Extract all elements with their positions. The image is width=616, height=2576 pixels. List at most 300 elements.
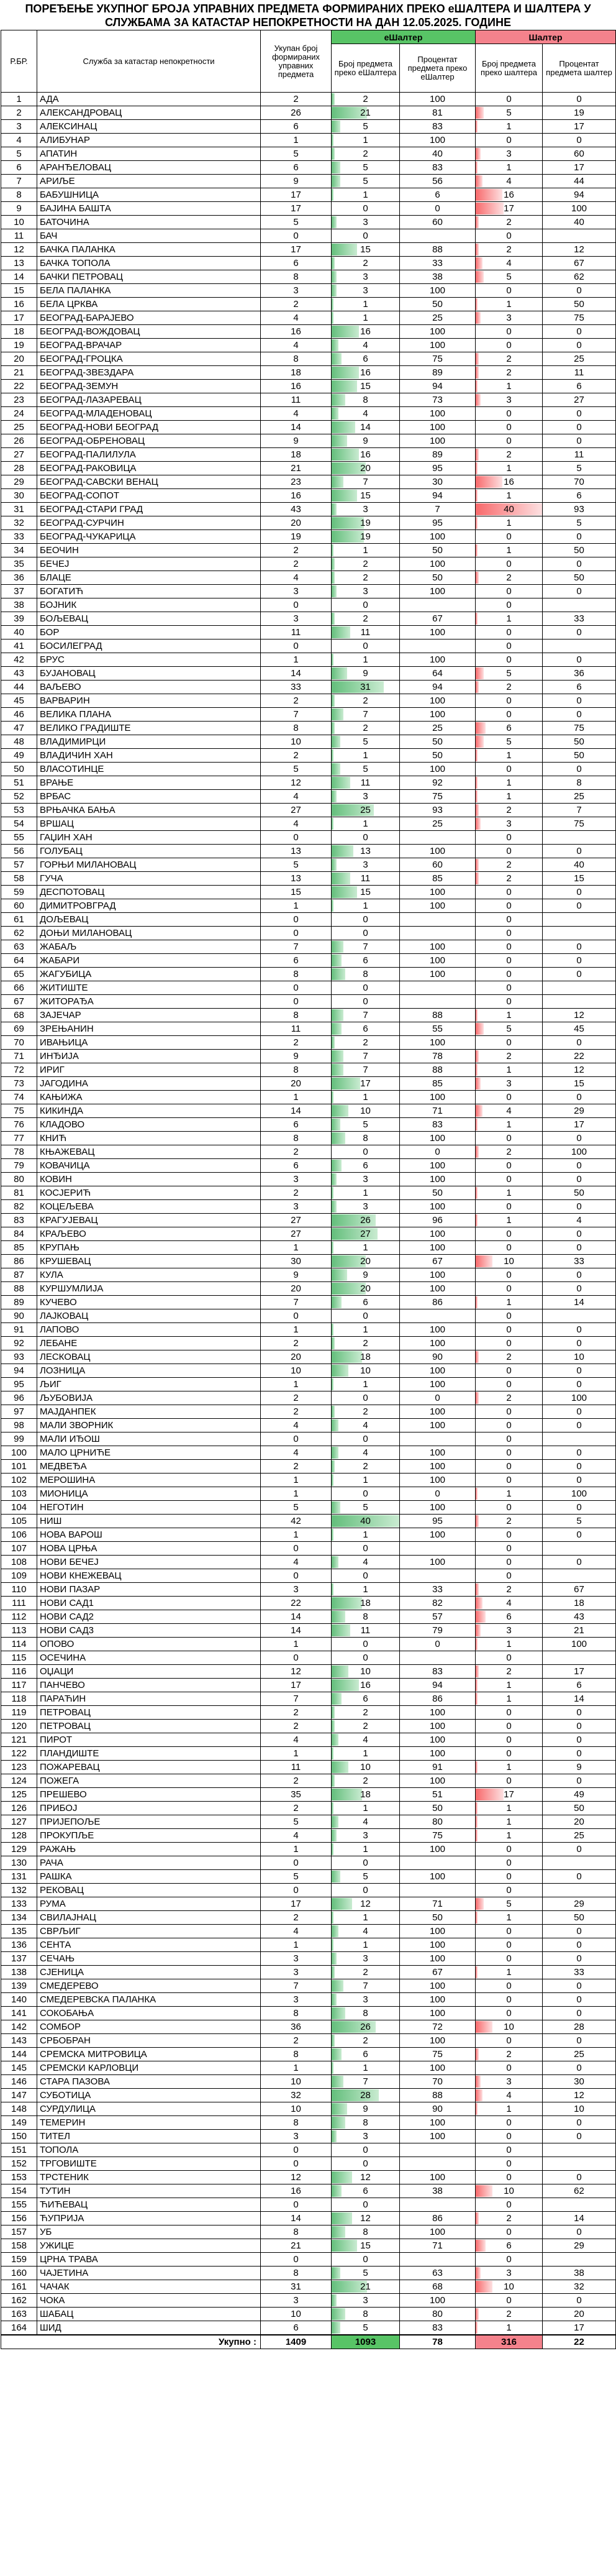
e-count-bar (332, 722, 335, 734)
e-count (332, 120, 400, 134)
e-count (332, 298, 400, 311)
e-count (332, 1022, 400, 1036)
s-count-value: 2 (506, 354, 512, 364)
s-count (476, 1925, 543, 1938)
row-number: 61 (1, 913, 37, 927)
s-count-value: 0 (506, 955, 512, 966)
e-pct: 100 (400, 1337, 476, 1350)
total-cases: 2 (261, 1145, 332, 1159)
total-cases: 27 (261, 1214, 332, 1227)
s-count-value: 2 (506, 217, 512, 227)
s-count (476, 1569, 543, 1583)
table-row (1, 1405, 616, 1419)
s-pct: 50 (543, 544, 616, 557)
e-pct: 100 (400, 653, 476, 667)
e-pct: 75 (400, 1829, 476, 1843)
service-name: ДОЉЕВАЦ (37, 913, 261, 927)
e-count (332, 1679, 400, 1692)
row-number: 44 (1, 681, 37, 694)
row-number: 140 (1, 1993, 37, 2007)
total-cases: 5 (261, 858, 332, 872)
s-count (476, 1556, 543, 1569)
e-count (332, 2198, 400, 2212)
total-cases: 20 (261, 1282, 332, 1296)
e-pct: 50 (400, 571, 476, 585)
service-name: БЕЛА ЦРКВА (37, 298, 261, 311)
e-pct: 95 (400, 462, 476, 475)
e-count (332, 1173, 400, 1186)
s-pct: 50 (543, 1802, 616, 1815)
table-row (1, 1583, 616, 1597)
s-count-value: 2 (506, 367, 512, 378)
row-number: 62 (1, 927, 37, 940)
service-name: ВЛАДИМИРЦИ (37, 735, 261, 749)
service-name: ЖИТИШТЕ (37, 981, 261, 995)
e-count-bar (332, 257, 335, 269)
service-name: АЛЕКСИНАЦ (37, 120, 261, 134)
e-pct: 100 (400, 1159, 476, 1173)
total-cases: 3 (261, 585, 332, 598)
e-count (332, 489, 400, 503)
e-count-bar (332, 285, 337, 296)
s-count (476, 2294, 543, 2308)
row-number: 31 (1, 503, 37, 516)
service-name: МАЛО ЦРНИЋЕ (37, 1446, 261, 1460)
service-name: СРЕМСКА МИТРОВИЦА (37, 2048, 261, 2061)
e-count (332, 626, 400, 639)
row-number: 91 (1, 1323, 37, 1337)
table-row (1, 1501, 616, 1515)
s-count (476, 1241, 543, 1255)
row-number: 58 (1, 872, 37, 886)
s-count (476, 1337, 543, 1350)
report-table (1, 30, 616, 2349)
service-name: ТУТИН (37, 2184, 261, 2198)
s-count-bar (476, 462, 478, 474)
total-cases: 5 (261, 1501, 332, 1515)
e-count (332, 1843, 400, 1856)
e-count-bar (332, 1406, 335, 1418)
e-count-bar (332, 1173, 337, 1185)
e-count-bar (332, 1666, 348, 1677)
service-name: ИВАЊИЦА (37, 1036, 261, 1050)
s-count-value: 0 (506, 1229, 512, 1239)
e-pct: 100 (400, 694, 476, 708)
row-number: 41 (1, 639, 37, 653)
s-count-bar (476, 367, 479, 378)
s-count-value: 2 (506, 2309, 512, 2319)
s-count-value: 0 (506, 1858, 512, 1868)
service-name: СРБОБРАН (37, 2034, 261, 2048)
row-number: 27 (1, 448, 37, 462)
e-count-value: 11 (360, 1625, 371, 1636)
table-row (1, 913, 616, 927)
e-count (332, 708, 400, 722)
e-count-bar (332, 1460, 335, 1472)
s-count-value: 0 (506, 1174, 512, 1185)
s-pct: 6 (543, 380, 616, 393)
service-name: ДЕСПОТОВАЦ (37, 886, 261, 899)
e-count (332, 1815, 400, 1829)
service-name: ЉУБОВИЈА (37, 1391, 261, 1405)
table-row (1, 1391, 616, 1405)
table-row (1, 1870, 616, 1884)
s-count-value: 0 (506, 422, 512, 433)
table-row (1, 216, 616, 229)
s-pct: 20 (543, 1815, 616, 1829)
e-count-value: 1 (363, 654, 368, 665)
s-count-bar (476, 121, 478, 132)
s-pct: 50 (543, 1186, 616, 1200)
e-count-value: 1 (363, 750, 368, 761)
e-pct (400, 2143, 476, 2157)
s-count (476, 1966, 543, 1979)
total-cases: 2 (261, 1802, 332, 1815)
s-pct: 0 (543, 2171, 616, 2184)
e-count (332, 229, 400, 243)
table-row (1, 1077, 616, 1091)
total-cases: 8 (261, 1132, 332, 1145)
e-count-bar (332, 873, 350, 884)
e-count-value: 5 (363, 764, 368, 774)
s-count (476, 202, 543, 216)
e-count-value: 1 (363, 1092, 368, 1102)
e-count (332, 1063, 400, 1077)
total-cases: 35 (261, 1788, 332, 1802)
table-row (1, 1474, 616, 1487)
s-count-bar (476, 667, 484, 679)
s-count-value: 0 (506, 1735, 512, 1745)
s-count-bar (476, 203, 504, 214)
total-cases: 8 (261, 722, 332, 735)
total-cases: 0 (261, 2157, 332, 2171)
s-pct: 0 (543, 1706, 616, 1720)
e-pct (400, 598, 476, 612)
table-row (1, 1255, 616, 1268)
s-count (476, 831, 543, 845)
s-pct: 94 (543, 188, 616, 202)
s-count-bar (476, 2185, 492, 2197)
e-count-value: 8 (363, 969, 368, 979)
e-count-value: 1 (363, 135, 368, 145)
table-row (1, 1132, 616, 1145)
e-count-bar (332, 1091, 333, 1103)
e-pct: 25 (400, 817, 476, 831)
e-count-value: 8 (363, 2309, 368, 2319)
s-count-bar (476, 2267, 481, 2279)
s-count-value: 0 (506, 1721, 512, 1731)
total-cases: 6 (261, 2321, 332, 2335)
s-count-bar (476, 216, 479, 228)
e-count (332, 1761, 400, 1774)
row-number: 4 (1, 134, 37, 147)
total-cases: 2 (261, 1706, 332, 1720)
total-cases: 4 (261, 1925, 332, 1938)
s-count-value: 1 (506, 1680, 512, 1690)
e-count (332, 598, 400, 612)
s-pct: 0 (543, 1405, 616, 1419)
s-count-value: 1 (506, 1967, 512, 1978)
table-row (1, 1979, 616, 1993)
table-row (1, 1378, 616, 1391)
service-name: СОМБОР (37, 2020, 261, 2034)
total-cases: 5 (261, 763, 332, 776)
e-count (332, 1200, 400, 1214)
s-count-value: 0 (506, 1037, 512, 1048)
service-name: БЕОЧИН (37, 544, 261, 557)
service-name: КЛАДОВО (37, 1118, 261, 1132)
service-name: ВРЊАЧКА БАЊА (37, 804, 261, 817)
row-number: 130 (1, 1856, 37, 1870)
e-pct: 95 (400, 1515, 476, 1528)
e-pct: 100 (400, 557, 476, 571)
e-count-value: 2 (363, 572, 368, 583)
service-name: КЊАЖЕВАЦ (37, 1145, 261, 1159)
total-cases: 1 (261, 2061, 332, 2075)
e-count (332, 2061, 400, 2075)
e-count (332, 886, 400, 899)
total-cases: 2 (261, 749, 332, 763)
e-count-value: 8 (363, 395, 368, 405)
e-pct: 68 (400, 2280, 476, 2294)
total-cases: 0 (261, 2198, 332, 2212)
e-count (332, 1802, 400, 1815)
e-pct: 100 (400, 434, 476, 448)
service-name: ГОРЊИ МИЛАНОВАЦ (37, 858, 261, 872)
s-count-value: 0 (506, 1447, 512, 1458)
e-count (332, 175, 400, 188)
table-row (1, 886, 616, 899)
e-pct: 0 (400, 1145, 476, 1159)
e-count-value: 16 (360, 367, 371, 378)
e-count (332, 1597, 400, 1610)
table-row (1, 1036, 616, 1050)
s-pct: 17 (543, 1665, 616, 1679)
service-name: БОЉЕВАЦ (37, 612, 261, 626)
service-name: НОВИ САД1 (37, 1597, 261, 1610)
total-cases: 17 (261, 1679, 332, 1692)
e-count-value: 7 (363, 2076, 368, 2087)
e-pct (400, 1884, 476, 1897)
row-number: 99 (1, 1432, 37, 1446)
e-count-bar (332, 1925, 338, 1937)
table-row (1, 1774, 616, 1788)
service-name: БОГАТИЋ (37, 585, 261, 598)
service-name: БЕОГРАД-СОПОТ (37, 489, 261, 503)
s-count (476, 1911, 543, 1925)
e-pct: 50 (400, 735, 476, 749)
table-row (1, 653, 616, 667)
s-pct: 0 (543, 585, 616, 598)
table-row (1, 2130, 616, 2143)
e-count-bar (332, 2267, 340, 2279)
e-pct: 85 (400, 1077, 476, 1091)
s-count-value: 0 (506, 2172, 512, 2183)
s-pct: 70 (543, 475, 616, 489)
table-row (1, 2184, 616, 2198)
e-pct: 100 (400, 585, 476, 598)
e-count-bar (332, 189, 333, 201)
service-name: ВАЉЕВО (37, 681, 261, 694)
service-name: БЕОГРАД-РАКОВИЦА (37, 462, 261, 475)
table-row (1, 817, 616, 831)
s-count (476, 2116, 543, 2130)
service-name: НОВИ ПАЗАР (37, 1583, 261, 1597)
e-count-bar (332, 1761, 348, 1773)
table-row (1, 968, 616, 981)
e-count (332, 2225, 400, 2239)
e-count-value: 16 (360, 1680, 371, 1690)
header-total: Укупан број формираних управних предмета (261, 30, 332, 93)
s-count (476, 475, 543, 489)
row-number: 152 (1, 2157, 37, 2171)
e-count-value: 9 (363, 1270, 368, 1280)
s-count-value: 0 (506, 1871, 512, 1882)
total-cases: 8 (261, 1009, 332, 1022)
row-number: 139 (1, 1979, 37, 1993)
e-count-value: 4 (363, 1447, 368, 1458)
e-pct: 100 (400, 1720, 476, 1733)
total-cases: 1 (261, 899, 332, 913)
s-count-bar (476, 1009, 478, 1021)
table-row (1, 2089, 616, 2102)
s-count-bar (476, 257, 482, 269)
e-count-bar (332, 380, 357, 392)
total-cases: 9 (261, 434, 332, 448)
s-count-value: 0 (506, 1201, 512, 1212)
e-count-bar (332, 626, 350, 638)
e-count-value: 9 (363, 668, 368, 679)
s-count-value: 1 (506, 299, 512, 309)
s-pct: 50 (543, 571, 616, 585)
total-cases: 0 (261, 981, 332, 995)
service-name: КРУПАЊ (37, 1241, 261, 1255)
s-count (476, 1597, 543, 1610)
service-name: КРУШЕВАЦ (37, 1255, 261, 1268)
row-number: 52 (1, 790, 37, 804)
table-row (1, 626, 616, 639)
s-count-value: 0 (506, 832, 512, 843)
service-name: НОВИ САД3 (37, 1624, 261, 1638)
e-pct: 38 (400, 2184, 476, 2198)
s-pct: 6 (543, 681, 616, 694)
e-pct: 100 (400, 407, 476, 421)
service-name: ВЛАДИЧИН ХАН (37, 749, 261, 763)
table-row (1, 380, 616, 393)
total-cases: 20 (261, 1350, 332, 1364)
e-count (332, 913, 400, 927)
s-count-bar (476, 613, 478, 625)
total-cases: 14 (261, 1104, 332, 1118)
e-count (332, 1118, 400, 1132)
table-row (1, 106, 616, 120)
total-cases: 3 (261, 2130, 332, 2143)
row-number: 159 (1, 2253, 37, 2267)
e-count-value: 2 (363, 1776, 368, 1786)
total-cases: 2 (261, 1186, 332, 1200)
table-row (1, 407, 616, 421)
s-pct (543, 1569, 616, 1583)
service-name: БЕОГРАД-БАРАЈЕВО (37, 311, 261, 325)
total-cases: 1 (261, 1843, 332, 1856)
e-count-bar (332, 162, 340, 173)
service-name: БЕЧЕЈ (37, 557, 261, 571)
table-row (1, 1747, 616, 1761)
s-count-value: 0 (506, 1940, 512, 1950)
s-count-value: 0 (506, 326, 512, 337)
total-cases: 11 (261, 626, 332, 639)
e-count-bar (332, 1789, 362, 1800)
s-pct: 100 (543, 1487, 616, 1501)
s-count (476, 1993, 543, 2007)
s-count-value: 1 (506, 777, 512, 788)
e-pct: 94 (400, 489, 476, 503)
e-pct: 50 (400, 749, 476, 763)
s-count (476, 503, 543, 516)
e-pct: 100 (400, 93, 476, 106)
service-name: СУБОТИЦА (37, 2089, 261, 2102)
e-pct: 71 (400, 1104, 476, 1118)
e-count (332, 1884, 400, 1897)
s-pct: 50 (543, 749, 616, 763)
total-cases: 4 (261, 1829, 332, 1843)
s-count (476, 1897, 543, 1911)
row-number: 109 (1, 1569, 37, 1583)
e-count-value: 18 (360, 1598, 371, 1608)
e-count-bar (332, 421, 355, 433)
e-count-bar (332, 749, 333, 761)
s-pct: 0 (543, 2061, 616, 2075)
s-count-bar (476, 1105, 482, 1117)
e-pct: 100 (400, 1501, 476, 1515)
e-count-bar (332, 1351, 362, 1363)
table-row (1, 1856, 616, 1870)
s-pct: 43 (543, 1610, 616, 1624)
s-count (476, 763, 543, 776)
e-count (332, 270, 400, 284)
s-count (476, 2102, 543, 2116)
total-cases: 22 (261, 1597, 332, 1610)
e-count (332, 1528, 400, 1542)
s-pct: 45 (543, 1022, 616, 1036)
s-pct: 29 (543, 2239, 616, 2253)
e-count (332, 831, 400, 845)
e-count (332, 981, 400, 995)
e-pct: 86 (400, 1296, 476, 1309)
e-count-value: 10 (360, 1666, 371, 1677)
e-count-value: 26 (360, 2022, 371, 2032)
service-name: БАЧКА ПАЛАНКА (37, 243, 261, 257)
s-count-bar (476, 1666, 479, 1677)
e-count-value: 2 (363, 613, 368, 624)
s-pct: 36 (543, 667, 616, 681)
s-count-value: 1 (506, 1762, 512, 1772)
row-number: 66 (1, 981, 37, 995)
e-count-value: 19 (360, 518, 371, 528)
s-count (476, 694, 543, 708)
table-row (1, 722, 616, 735)
e-count-value: 0 (363, 1393, 368, 1403)
row-number: 125 (1, 1788, 37, 1802)
e-pct: 100 (400, 1091, 476, 1104)
s-count-value: 0 (506, 1994, 512, 2005)
e-count-bar (332, 544, 333, 556)
s-pct: 0 (543, 434, 616, 448)
s-count-value: 1 (506, 2104, 512, 2114)
service-name: МАЛИ ЗВОРНИК (37, 1419, 261, 1432)
e-count-bar (332, 394, 345, 406)
e-count (332, 1979, 400, 1993)
